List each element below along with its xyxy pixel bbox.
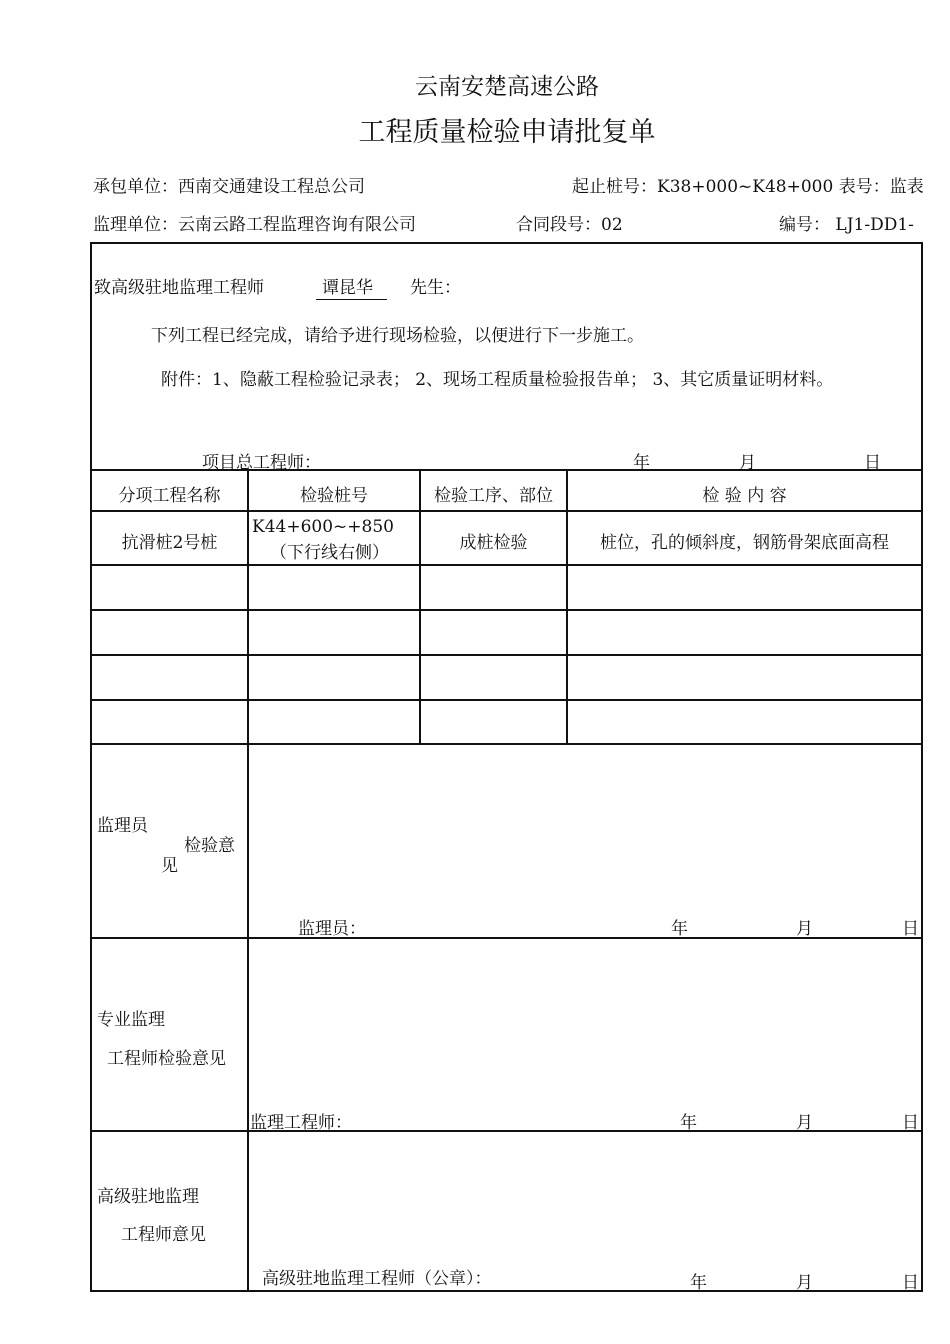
inspector-section-label-line1: 监理员 [97, 816, 148, 836]
supervisor-unit-label: 监理单位：云南云路工程监理咨询有限公司 [93, 215, 416, 235]
engineer-month-label: 月 [796, 1113, 813, 1133]
letter-attachments: 附件：1、隐蔽工程检验记录表； 2、现场工程质量检验报告单； 3、其它质量证明材料。 [161, 370, 834, 390]
contract-section-label: 合同段号：02 [516, 215, 623, 235]
row-process: 成桩检验 [459, 533, 528, 553]
contractor-label: 承包单位：西南交通建设工程总公司 [93, 177, 365, 197]
col-header-content: 检 验 内 容 [702, 486, 787, 506]
senior-day-label: 日 [902, 1273, 919, 1293]
inspector-day-label: 日 [902, 919, 919, 939]
engineer-year-label: 年 [680, 1113, 697, 1133]
letter-day-label: 日 [864, 453, 881, 473]
row-stake-line2: （下行线右侧） [270, 543, 389, 563]
inspector-section-label-line2: 检验意 [184, 836, 235, 856]
row-content: 桩位，孔的倾斜度，钢筋骨架底面高程 [600, 533, 889, 553]
senior-year-label: 年 [690, 1273, 707, 1293]
senior-month-label: 月 [796, 1273, 813, 1293]
col-header-process: 检验工序、部位 [434, 486, 553, 506]
row-item-name: 抗滑桩2号桩 [121, 533, 218, 553]
doc-title-project: 云南安楚高速公路 [415, 74, 599, 100]
doc-title-form: 工程质量检验申请批复单 [358, 117, 656, 148]
letter-addressee-prefix: 致高级驻地监理工程师 [94, 278, 264, 298]
engineer-signature-label: 监理工程师： [250, 1113, 352, 1133]
inspector-signature-label: 监理员： [298, 919, 366, 939]
letter-addressee-name: 谭昆华 [316, 278, 387, 300]
engineer-day-label: 日 [902, 1113, 919, 1133]
col-header-stake: 检验桩号 [300, 486, 368, 506]
senior-section-label-line1: 高级驻地监理 [97, 1187, 199, 1207]
col-header-item-name: 分项工程名称 [118, 486, 221, 506]
senior-signature-label: 高级驻地监理工程师（公章）： [262, 1269, 492, 1289]
project-chief-engineer-signature-label: 项目总工程师： [202, 453, 321, 473]
engineer-section-label-line1: 专业监理 [97, 1010, 165, 1030]
stake-range-label: 起止桩号：K38+000~K48+000 表号：监表 [572, 177, 924, 197]
serial-number-label: 编号： LJ1-DD1- [779, 215, 914, 235]
inspector-section-label-line3: 见 [161, 856, 178, 876]
letter-addressee-suffix: 先生： [410, 278, 461, 298]
letter-month-label: 月 [739, 453, 756, 473]
senior-section-label-line2: 工程师意见 [121, 1225, 206, 1245]
inspector-year-label: 年 [671, 919, 688, 939]
engineer-section-label-line2: 工程师检验意见 [107, 1049, 226, 1069]
row-stake-line1: K44+600~+850 [252, 517, 394, 537]
letter-body: 下列工程已经完成，请给予进行现场检验，以便进行下一步施工。 [151, 326, 644, 346]
letter-year-label: 年 [633, 453, 650, 473]
inspector-month-label: 月 [796, 919, 813, 939]
